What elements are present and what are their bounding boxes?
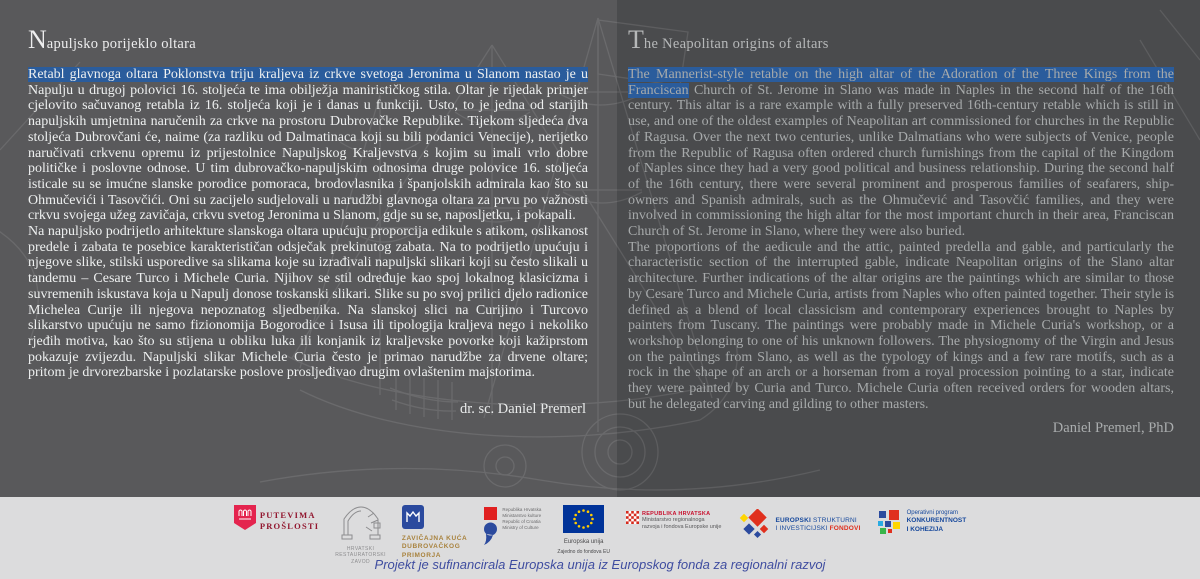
croatian-paragraph-1-rest: Napulju u drugoj polovici 16. stoljeća te ima obilježja manirističkog stila. Oltar je rijedak primjer cjelovito sačuvanog retabla iz 16. stoljeća koji je i danas u funkciji. Usto, to je jedna od starijih napuljskih umjetnina naručenih za crkve na prostoru Dubrovačke Republike. Tijekom sljedeća dva stoljeća Dubrovčani će, naime (za razliku od Dalmatinaca koji su bili podanici Venecije), nerijetko naručivati crkvenu opremu iz prijestolnice Napuljskog Kraljevstva s kojim su imali vrlo dobre političke i poslovne odnose. U tim dubrovačko-napuljskim odnosima druge polovice 16. stoljeća isticale su se imućne slanske porodice pomoraca, brodovlasnika i španjolskih admirala kao što su Ohmučevići i Tasovčići. Oni su zacijelo sudjelovali u narudžbi glavnoga oltara za prvu po važnosti crkvu svojega užeg zavičaja, crkvu svetog Jeronima u Slanom, gdje su se, naposljetku, i pokapali. [28, 82, 588, 224]
english-title-rest: he Neapolitan origins of altars [643, 36, 829, 52]
zavicajna-kuca-label: ZAVIČAJNA KUĆA DUBROVAČKOG PRIMORJA [401, 535, 468, 559]
croatian-selected-text: Retabl glavnoga oltara Poklonstva triju kraljeva iz crkve svetoga Jeronima u Slanom nastao je u [28, 67, 588, 82]
opkk-squares-icon [877, 509, 903, 535]
esif-diamonds-icon [737, 509, 773, 541]
opkk-logo [877, 509, 967, 535]
ministry-culture-icon [483, 505, 499, 547]
esif-label: EUROPSKI STRUKTURNI I INVESTICIJSKI FONDOVI [775, 516, 861, 532]
logo-row [0, 505, 1200, 565]
footer [0, 497, 1200, 579]
english-selected-text: The Mannerist-style retable on the high altar of the Adoration of the Three Kings from the Franciscan [628, 67, 1174, 98]
croatian-checkerboard-icon [626, 511, 639, 524]
croatian-title-initial: N [28, 25, 47, 54]
ministry-regional-logo [626, 511, 722, 531]
croatian-paragraph-2: Na napuljsko podrijetlo arhitekture slanskoga oltara upućuju proporcija edikule s atikom, oslikanost predele i zabata te posebice karakterističan odsječak prekinutog zabata. Na to podrijetlo upućuju i njegove slike, stilski usporedive sa slikama koje su izrađivali napuljski slikari koji su često slikali u tandemu – Cesare Turco i Michele Curia. Njihov se stil određuje kao spoj lokalnog klasicizma i suvremenih iskustava koja u Napulj donose toskanski slikari. Slike su po svoj prilici djelo radionice Michelea Curije ili njegova nepoznatog sljedbenika. Na slanskoj slici na Curijino i Turcovo slikarstvo upućuju ne samo fizionomija Bogorodice i Isusa ili tipologija kraljeva nego i nekoliko rjeđih motiva, kao što su stijena u obliku luka ili konjanik iz kraljevske povorke koji kažiprstom pokazuje zvijezdu. Napuljski slikar Michele Curia često je primao narudžbe za drvene oltare; pritom je drvorezbarske i pozlatarske poslove prosljeđivao drugim ovlaštenim majstorima. [28, 224, 588, 381]
english-paragraph-1-rest: Church of St. Jerome in Slano was made in Naples in the second half of the 16th century. This altar is a rare example with a fully preserved 16th-century retable which is still in use, and one of the oldest examples of Neapolitan art commissioned for churches in the Republic of Ragusa. Over the next two centuries, unlike Dalmatians who were subjects of Venice, people from the Republic of Ragusa often ordered church furnishings from the capital of the Kingdom of Naples since they had a very good political and business relationship. During the second half of the 16th century, there were several prominent and prosperous families of seafarers, ship-owners and Spanish admirals, such as the Ohmučević and Tasovčić families, and they were involved in commissioning the high altar for the most important church in their area, Franciscan Church of St. Jerome in Slano, where they were also buried. [628, 82, 1174, 240]
eu-flag-label-1: Europska unija [563, 539, 604, 545]
ministry-culture-label: Republika Hrvatska Ministarstvo kulture Republic of Croatia Ministry of Culture [502, 507, 542, 530]
hrz-logo [335, 505, 386, 565]
croatian-body [28, 67, 588, 381]
footer-caption: Projekt je sufinancirala Europska unija iz Europskog fonda za regionalni razvoj [374, 557, 826, 572]
putevima-proslosti-logo [234, 505, 319, 531]
english-signature: Daniel Premerl, PhD [1052, 420, 1174, 437]
croatian-title-rest: apuljsko porijeklo oltara [46, 36, 197, 52]
english-title [628, 27, 1174, 53]
eu-flag-icon [563, 505, 604, 533]
english-paragraph-2: The proportions of the aedicule and the attic, painted predella and gable, and particularly the characteristic section of the interrupted gable, indicate Neapolitan origins of the Slano altar architecture. Further indications of the altar origins are the paintings which are similar to those by Cesare Turco and Michele Curia, artists from Naples who often painted together. Their style is defined as a blend of local classicism and contemporary experiences brought to Naples by painters from Tuscany. The paintings were probably made in Michele Curia's workshop, or a workshop belonging to one of his unknown followers. The physiognomy of the Virgin and Jesus on the paintings from Slano, as well as the typology of kings and a few rare motifs, such as a rock in the shape of an arch or a horseman from a royal procession pointing to a star, indicate they were painted by Curia and Turco. Michele Curia often received orders for wooden altars, but he delegated carving and gilding to other masters. [628, 239, 1175, 412]
zavicajna-kuca-icon [402, 505, 424, 529]
english-paragraph-1 [628, 67, 1174, 240]
eu-flag-label-2: Zajedno do fondova EU [557, 549, 610, 555]
eu-flag-logo [557, 505, 610, 555]
opkk-label: Operativni program KONKURENTNOST I KOHEZIJA [906, 509, 967, 533]
hrz-label: HRVATSKI RESTAURATORSKI ZAVOD [335, 546, 386, 565]
croatian-signature: dr. sc. Daniel Premerl [459, 401, 586, 418]
hrz-arch-icon [338, 505, 384, 541]
english-title-initial: T [628, 25, 644, 54]
english-body [628, 67, 1174, 412]
croatian-paragraph-1 [28, 67, 588, 224]
putevima-proslosti-icon [234, 505, 256, 530]
esif-logo [737, 509, 860, 541]
putevima-proslosti-label: PUTEVIMA PROŠLOSTI [259, 510, 320, 531]
croatian-title [28, 27, 588, 53]
ministry-regional-label: REPUBLIKA HRVATSKA Ministarstvo regionalnoga razvoja i fondova Europske unije [641, 511, 722, 530]
ministry-culture-logo [483, 505, 541, 547]
zavicajna-kuca-logo [402, 505, 467, 560]
croatian-column [28, 0, 588, 418]
english-column [628, 0, 1174, 437]
